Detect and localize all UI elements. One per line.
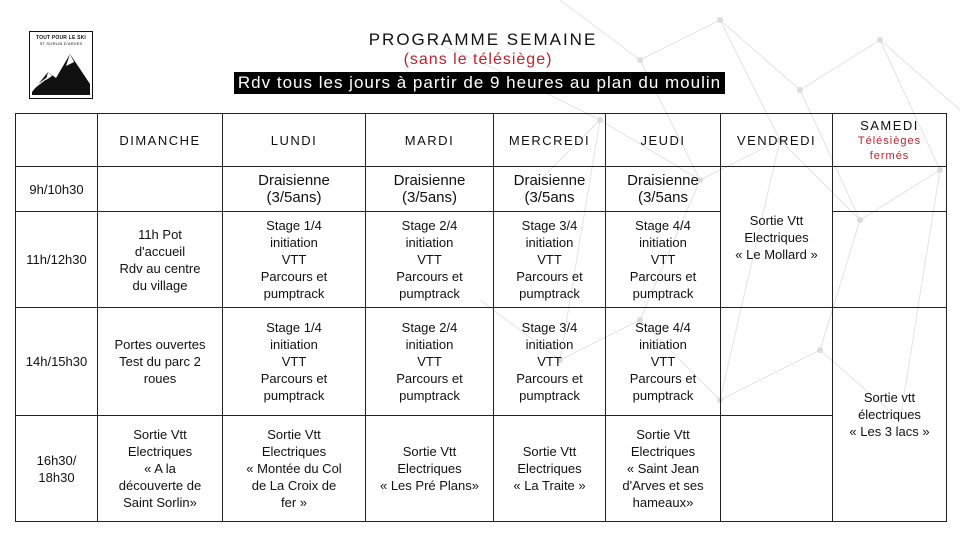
cell-line: VTT bbox=[417, 252, 442, 267]
time-slot-4 bbox=[16, 416, 98, 522]
cell-line: hameaux» bbox=[632, 495, 694, 510]
cell-line: Electriques bbox=[630, 444, 696, 459]
closed-lifts-note: Télésièges fermés bbox=[857, 134, 922, 162]
cell-line: Stage 4/4 bbox=[635, 320, 691, 335]
cell-line: « La Traite » bbox=[513, 478, 586, 493]
meeting-banner: Rdv tous les jours à partir de 9 heures au plan du moulin bbox=[234, 72, 725, 94]
cell-lundi-11h bbox=[223, 212, 366, 308]
cell-line: Stage 2/4 bbox=[401, 320, 458, 335]
cell-line: d'Arves et ses bbox=[622, 478, 704, 493]
schedule-table bbox=[15, 113, 947, 522]
cell-line: Draisienne bbox=[627, 172, 699, 189]
cell-line: Parcours et bbox=[516, 269, 583, 284]
cell-jeudi-14h bbox=[606, 308, 721, 416]
cell-line: VTT bbox=[281, 252, 307, 267]
cell-line: « A la bbox=[144, 461, 176, 476]
logo-line-1: TOUT POUR LE SKI bbox=[35, 35, 87, 41]
cell-line: Test du parc 2 bbox=[119, 354, 201, 369]
cell-mardi-16h bbox=[366, 416, 494, 522]
cell-line: Sortie Vtt bbox=[522, 444, 577, 459]
cell-line: Rdv au centre bbox=[119, 260, 201, 276]
cell-mardi-11h bbox=[366, 212, 494, 308]
cell-line: Sortie Vtt bbox=[267, 427, 321, 442]
cell-line: Draisienne bbox=[393, 172, 466, 189]
cell-line: Sortie Vtt bbox=[636, 427, 690, 442]
cell-line: initiation bbox=[270, 337, 318, 352]
cell-line: Stage 4/4 bbox=[635, 218, 691, 233]
cell-line: « Montée du Col bbox=[246, 461, 342, 476]
cell-lundi-9h bbox=[223, 167, 366, 212]
cell-line: Parcours et bbox=[260, 371, 328, 386]
cell-line: (3/5ans bbox=[637, 189, 689, 206]
cell-line: initiation bbox=[639, 235, 687, 250]
cell-line: initiation bbox=[270, 235, 318, 250]
cell-mardi-9h bbox=[366, 167, 494, 212]
cell-mercredi-11h bbox=[494, 212, 606, 308]
cell-line: pumptrack bbox=[519, 388, 580, 403]
cell-line: d'accueil bbox=[134, 243, 186, 259]
cell-dimanche-14h bbox=[98, 308, 223, 416]
cell-line: (3/5ans bbox=[524, 189, 575, 206]
cell-line: Sortie Vtt bbox=[133, 427, 187, 442]
time-slot-3: 14h/15h30 bbox=[16, 308, 98, 416]
cell-line: « Les 3 lacs » bbox=[849, 424, 930, 439]
header-row bbox=[16, 114, 947, 167]
logo-line-2: ST SORLIN D'ARVES bbox=[39, 41, 83, 46]
cell-dimanche-11h bbox=[98, 212, 223, 308]
cell-line: 11h Pot bbox=[138, 226, 182, 242]
cell-line: initiation bbox=[525, 337, 574, 352]
cell-line: du village bbox=[132, 277, 188, 293]
cell-jeudi-11h bbox=[606, 212, 721, 308]
cell-vendredi-16h bbox=[721, 416, 833, 522]
cell-mercredi-16h bbox=[494, 416, 606, 522]
cell-line: découverte de bbox=[118, 478, 202, 493]
cell-line: Stage 3/4 bbox=[521, 320, 578, 335]
cell-line: Stage 2/4 bbox=[401, 218, 458, 233]
page-subtitle: (sans le télésiège) bbox=[403, 51, 553, 68]
cell-line: Draisienne bbox=[258, 172, 330, 189]
time-slot-2: 11h/12h30 bbox=[16, 212, 98, 308]
cell-line: « Saint Jean bbox=[626, 461, 700, 476]
cell-line: fer » bbox=[280, 495, 307, 510]
cell-samedi-14h-16h bbox=[833, 308, 947, 522]
cell-line: « Les Pré Plans» bbox=[379, 478, 479, 493]
cell-line: Sortie vtt bbox=[863, 390, 916, 405]
cell-line: VTT bbox=[417, 354, 442, 369]
cell-jeudi-9h bbox=[606, 167, 721, 212]
header bbox=[0, 30, 960, 94]
cell-line: Electriques bbox=[744, 229, 809, 245]
day-header-mardi: MARDI bbox=[366, 114, 494, 167]
time-slot-1: 9h/10h30 bbox=[16, 167, 98, 212]
page-title: PROGRAMME SEMAINE bbox=[368, 30, 598, 49]
cell-line: Parcours et bbox=[396, 371, 463, 386]
cell-line: Electriques bbox=[397, 461, 462, 476]
cell-line: Electriques bbox=[261, 444, 327, 459]
cell-jeudi-16h bbox=[606, 416, 721, 522]
samedi-label: SAMEDI bbox=[860, 117, 919, 133]
cell-line: roues bbox=[143, 371, 177, 386]
cell-line: Parcours et bbox=[396, 269, 463, 284]
cell-line: Portes ouvertes bbox=[114, 337, 206, 352]
cell-line: initiation bbox=[525, 235, 574, 250]
cell-vendredi-9h-11h bbox=[721, 167, 833, 308]
cell-lundi-14h bbox=[223, 308, 366, 416]
cell-line: VTT bbox=[281, 354, 307, 369]
cell-mercredi-9h bbox=[494, 167, 606, 212]
cell-mercredi-14h bbox=[494, 308, 606, 416]
cell-line: électriques bbox=[858, 407, 921, 422]
cell-line: pumptrack bbox=[519, 286, 580, 301]
cell-line: pumptrack bbox=[632, 286, 694, 301]
cell-line: Sortie Vtt bbox=[402, 444, 457, 459]
cell-line: VTT bbox=[650, 252, 676, 267]
day-header-samedi bbox=[833, 114, 947, 167]
cell-line: Parcours et bbox=[260, 269, 328, 284]
cell-dimanche-9h bbox=[98, 167, 223, 212]
cell-line: Draisienne bbox=[513, 172, 586, 189]
cell-line: initiation bbox=[405, 235, 454, 250]
day-header-jeudi: JEUDI bbox=[606, 114, 721, 167]
cell-line: Electriques bbox=[517, 461, 582, 476]
cell-line: initiation bbox=[639, 337, 687, 352]
cell-line: Electriques bbox=[127, 444, 193, 459]
day-header-vendredi: VENDREDI bbox=[721, 114, 833, 167]
row-14h bbox=[16, 308, 947, 416]
cell-line: VTT bbox=[650, 354, 676, 369]
cell-line: pumptrack bbox=[399, 286, 460, 301]
cell-lundi-16h bbox=[223, 416, 366, 522]
corner-cell bbox=[16, 114, 98, 167]
cell-line: pumptrack bbox=[399, 388, 460, 403]
cell-dimanche-16h bbox=[98, 416, 223, 522]
cell-line: pumptrack bbox=[263, 286, 325, 301]
cell-line: Parcours et bbox=[629, 269, 697, 284]
cell-line: VTT bbox=[537, 252, 562, 267]
cell-line: Sortie Vtt bbox=[749, 212, 804, 228]
cell-line: de La Croix de bbox=[251, 478, 337, 493]
cell-line: Stage 1/4 bbox=[266, 218, 322, 233]
cell-line: Parcours et bbox=[629, 371, 697, 386]
day-header-lundi: LUNDI bbox=[223, 114, 366, 167]
day-header-mercredi: MERCREDI bbox=[494, 114, 606, 167]
cell-line: Parcours et bbox=[516, 371, 583, 386]
cell-line: initiation bbox=[405, 337, 454, 352]
cell-line: pumptrack bbox=[263, 388, 325, 403]
cell-line: « Le Mollard » bbox=[735, 246, 818, 262]
row-9h bbox=[16, 167, 947, 212]
time-slot-4-end: 18h30 bbox=[38, 469, 75, 485]
cell-line: pumptrack bbox=[632, 388, 694, 403]
cell-line: Stage 3/4 bbox=[521, 218, 578, 233]
cell-line: Saint Sorlin» bbox=[123, 495, 197, 510]
cell-line: VTT bbox=[537, 354, 562, 369]
cell-line: Stage 1/4 bbox=[266, 320, 322, 335]
cell-samedi-11h bbox=[833, 212, 947, 308]
time-slot-4-start: 16h30/ bbox=[36, 452, 77, 468]
row-16h bbox=[16, 416, 947, 522]
cell-vendredi-14h bbox=[721, 308, 833, 416]
cell-line: (3/5ans) bbox=[401, 189, 458, 206]
cell-line: (3/5ans) bbox=[266, 189, 322, 206]
day-header-dimanche: DIMANCHE bbox=[98, 114, 223, 167]
cell-mardi-14h bbox=[366, 308, 494, 416]
cell-samedi-9h bbox=[833, 167, 947, 212]
